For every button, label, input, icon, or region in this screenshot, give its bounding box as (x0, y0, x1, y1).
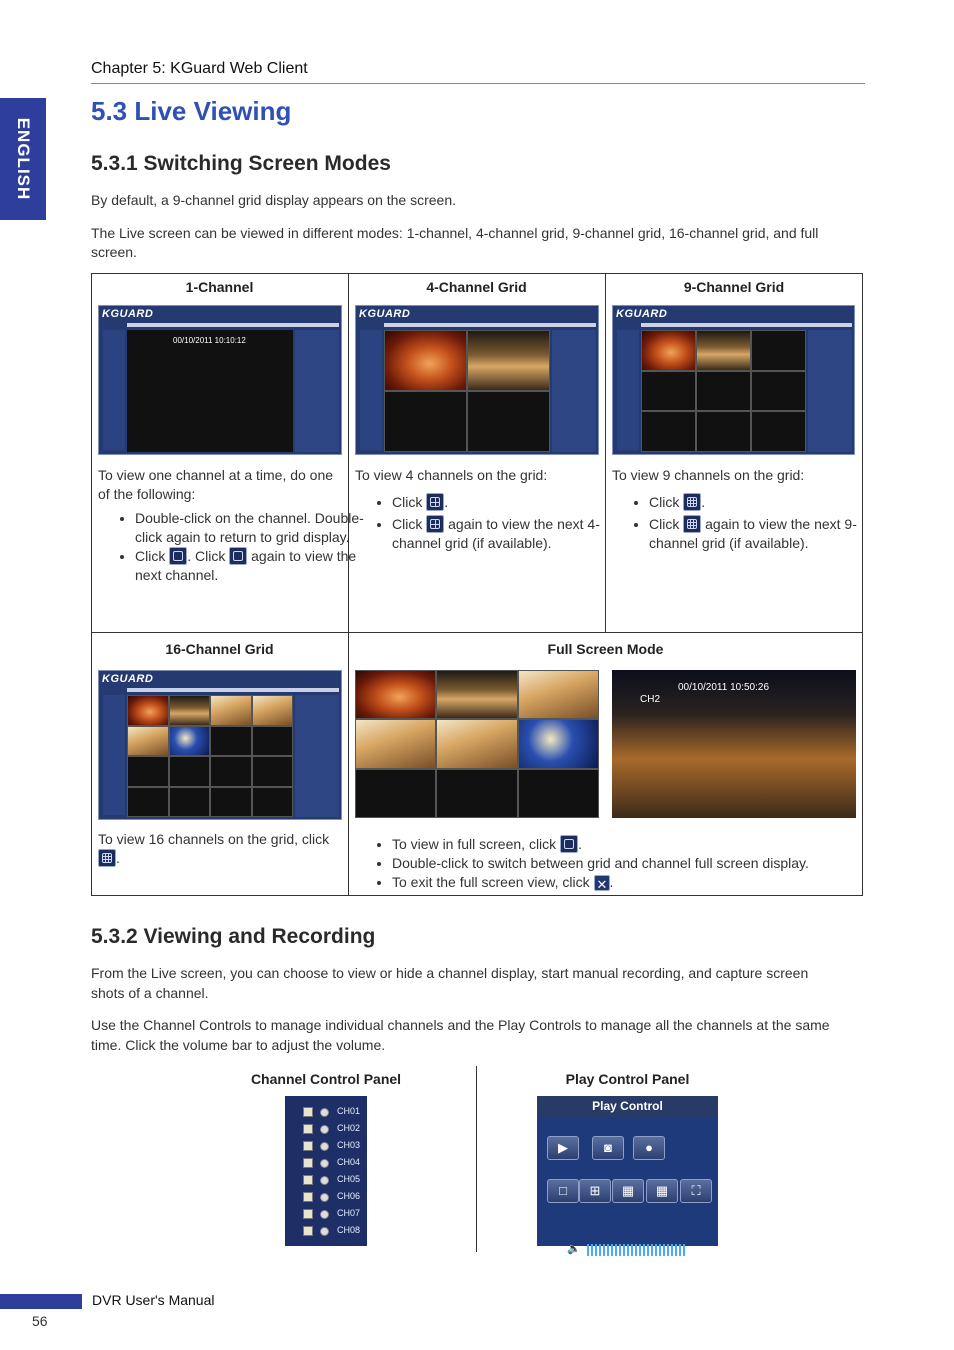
channel-row[interactable]: CH07 (285, 1206, 367, 1223)
single-channel-icon[interactable] (229, 547, 247, 565)
step-click-icon: • Click . Click again to view the next channel. (135, 547, 380, 585)
play-button[interactable]: ▶ (547, 1136, 579, 1160)
screenshot-4-channel (355, 305, 599, 455)
record-icon[interactable] (320, 1227, 329, 1236)
nine-channel-lead: To view 9 channels on the grid: (612, 467, 805, 483)
record-icon[interactable] (320, 1210, 329, 1219)
play-icon[interactable] (303, 1141, 313, 1151)
play-icon[interactable] (303, 1192, 313, 1202)
channel-row[interactable]: CH08 (285, 1223, 367, 1240)
screenshot-full-screen-channel (612, 670, 856, 818)
channel-row[interactable]: CH05 (285, 1172, 367, 1189)
record-icon[interactable] (320, 1142, 329, 1151)
sixteen-grid-button[interactable]: ▦ (646, 1179, 678, 1203)
four-grid-button[interactable]: ⊞ (579, 1179, 611, 1203)
subsection-title-switching: 5.3.1 Switching Screen Modes (91, 152, 391, 175)
timestamp: 00/10/2011 10:10:12 (173, 336, 246, 345)
channel-row[interactable]: CH01 (285, 1104, 367, 1121)
sixteen-channel-lead: To view 16 channels on the grid, click . (98, 831, 330, 866)
record-icon[interactable] (320, 1159, 329, 1168)
channel-row[interactable]: CH03 (285, 1138, 367, 1155)
play-icon[interactable] (303, 1107, 313, 1117)
chapter-header: Chapter 5: KGuard Web Client (91, 60, 308, 77)
channel-panel-title: Channel Control Panel (250, 1071, 402, 1087)
channel-row[interactable]: CH02 (285, 1121, 367, 1138)
modes-paragraph-line1: The Live screen can be viewed in different modes: 1-channel, 4-channel grid, 9-channel grid, 16-channel grid, and full (91, 225, 819, 241)
play-icon[interactable] (303, 1226, 313, 1236)
channel-row[interactable]: CH06 (285, 1189, 367, 1206)
play-control-panel (537, 1096, 718, 1255)
play-control-header: Play Control (592, 1099, 663, 1113)
full-screen-button[interactable]: ⛶ (680, 1179, 712, 1203)
channel-row[interactable]: CH04 (285, 1155, 367, 1172)
full-screen-icon[interactable] (560, 835, 578, 853)
recording-paragraph1-line2: shots of a channel. (91, 985, 209, 1001)
record-icon[interactable] (320, 1125, 329, 1134)
screenshot-16-channel (98, 670, 342, 820)
subsection-title-recording: 5.3.2 Viewing and Recording (91, 925, 376, 948)
channel-grid-view (127, 695, 293, 817)
header-divider (91, 83, 865, 84)
channel-view (127, 330, 293, 452)
timestamp: 00/10/2011 10:50:26 (678, 682, 770, 693)
panel-divider (476, 1066, 477, 1252)
col-header-16-channel: 16-Channel Grid (165, 641, 274, 657)
four-channel-steps: • Click . • Click again to view the next 4-channel grid (if available). (355, 493, 637, 553)
kguard-logo: KGUARD (102, 673, 154, 685)
kguard-logo: KGUARD (102, 308, 154, 320)
col-header-4-channel: 4-Channel Grid (426, 279, 527, 295)
kguard-logo: KGUARD (359, 308, 411, 320)
four-grid-icon[interactable] (426, 493, 444, 511)
footer-bar (0, 1294, 82, 1309)
recording-paragraph2-line2: time. Click the volume bar to adjust the volume. (91, 1037, 386, 1053)
col-header-1-channel: 1-Channel (185, 279, 254, 295)
full-screen-steps: • To view in full screen, click . • Double-click to switch between grid and channel full screen display. • To exit the full screen view, click ✕ . (355, 835, 897, 892)
record-icon[interactable] (320, 1176, 329, 1185)
play-icon[interactable] (303, 1124, 313, 1134)
footer-manual-title: DVR User's Manual (92, 1292, 215, 1308)
channel-grid-view (384, 330, 550, 452)
one-channel-steps (98, 509, 380, 585)
volume-icon: 🔈 (567, 1243, 581, 1255)
record-icon[interactable] (320, 1108, 329, 1117)
four-channel-lead: To view 4 channels on the grid: (355, 467, 548, 483)
page-number: 56 (32, 1313, 48, 1329)
kguard-logo: KGUARD (616, 308, 668, 320)
snapshot-button[interactable]: ◙ (592, 1136, 624, 1160)
nine-grid-icon[interactable] (683, 493, 701, 511)
language-tab-label: ENGLISH (14, 117, 33, 201)
play-icon[interactable] (303, 1209, 313, 1219)
sixteen-grid-icon[interactable] (98, 849, 116, 867)
recording-paragraph1-line1: From the Live screen, you can choose to view or hide a channel display, start manual recording, and capture screen (91, 965, 809, 981)
table-divider (605, 273, 606, 633)
col-header-full-screen: Full Screen Mode (547, 641, 664, 657)
play-icon[interactable] (303, 1158, 313, 1168)
modes-paragraph-line2: screen. (91, 244, 137, 260)
close-icon[interactable] (594, 875, 610, 891)
channel-grid-view (641, 330, 806, 452)
screenshot-full-screen-grid (355, 670, 599, 818)
channel-control-panel (285, 1096, 367, 1246)
screenshot-1-channel (98, 305, 342, 455)
four-grid-icon[interactable] (426, 515, 444, 533)
intro-paragraph: By default, a 9-channel grid display appears on the screen. (91, 192, 457, 208)
one-channel-lead: To view one channel at a time, do one of the following: (98, 467, 334, 502)
volume-bar[interactable] (587, 1244, 687, 1256)
table-divider (91, 632, 863, 633)
channel-label: CH2 (640, 694, 661, 705)
nine-grid-button[interactable]: ▦ (612, 1179, 644, 1203)
step-double-click: • Double-click on the channel. Double-click again to return to grid display. (135, 509, 380, 547)
play-icon[interactable] (303, 1175, 313, 1185)
col-header-9-channel: 9-Channel Grid (683, 279, 785, 295)
nine-channel-steps: • Click . • Click again to view the next 9-channel grid (if available). (612, 493, 899, 553)
language-tab (0, 98, 46, 220)
play-panel-title: Play Control Panel (565, 1071, 690, 1087)
recording-paragraph2-line1: Use the Channel Controls to manage individual channels and the Play Controls to manage all the channels at the same (91, 1017, 830, 1033)
record-button[interactable]: ● (633, 1136, 665, 1160)
record-icon[interactable] (320, 1193, 329, 1202)
single-channel-button[interactable]: □ (547, 1179, 579, 1203)
section-title: 5.3 Live Viewing (91, 96, 292, 126)
nine-grid-icon[interactable] (683, 515, 701, 533)
screenshot-9-channel (612, 305, 855, 455)
single-channel-icon[interactable] (169, 547, 187, 565)
